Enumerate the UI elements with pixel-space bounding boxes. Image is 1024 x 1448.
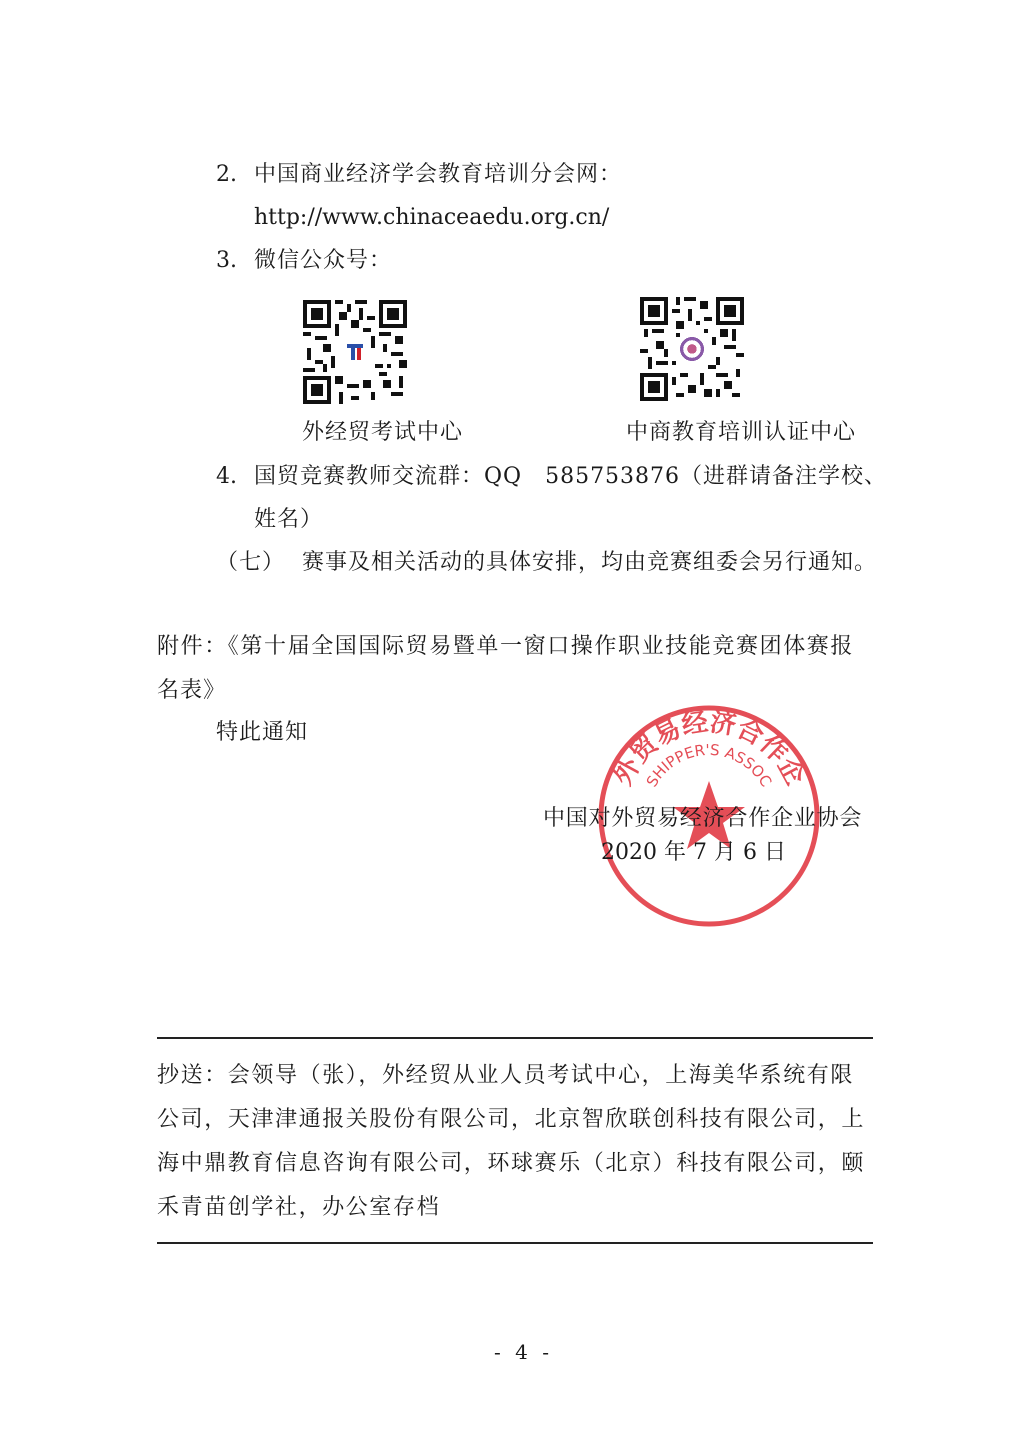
item-4-number: 4. (216, 464, 237, 489)
cc-line1: 抄送：会领导（张），外经贸从业人员考试中心，上海美华系统有限 (157, 1063, 855, 1088)
item-4-line2: 姓名） (254, 507, 324, 532)
page-number: - 4 - (494, 1340, 553, 1364)
qr-code-left (303, 300, 407, 404)
item-3-number: 3. (216, 248, 237, 273)
seal-chinese-text: 外贸易经济合作企 (607, 707, 811, 791)
qr-caption-left: 外经贸考试中心 (302, 420, 464, 445)
cc-line2: 公司，天津津通报关股份有限公司，北京智欣联创科技有限公司，上 (157, 1107, 866, 1132)
item-3-text: 微信公众号： (254, 248, 393, 273)
section-7-number: （七） (216, 550, 286, 575)
qr-code-right (640, 297, 744, 401)
item-4-line1: 国贸竞赛教师交流群：QQ 585753876（进群请备注学校、 (254, 464, 888, 489)
qr-caption-right: 中商教育培训认证中心 (626, 420, 857, 445)
website-url[interactable]: http://www.chinaceaedu.org.cn/ (254, 205, 610, 230)
attachment-line2: 名表》 (157, 678, 227, 703)
item-2-number: 2. (216, 162, 237, 187)
seal-english-text: SHIPPER'S ASSOC (642, 740, 776, 791)
item-2-text: 中国商业经济学会教育培训分会网： (254, 162, 623, 187)
attachment-line1: 附件：《第十届全国国际贸易暨单一窗口操作职业技能竞赛团体赛报 (157, 634, 855, 659)
cc-bottom-rule (157, 1242, 873, 1244)
section-7-text: 赛事及相关活动的具体安排，均由竞赛组委会另行通知。 (302, 550, 878, 575)
signature-date: 2020 年 7 月 6 日 (601, 840, 786, 865)
cc-top-rule (157, 1037, 873, 1039)
cc-line4: 禾青苗创学社，办公室存档 (157, 1195, 441, 1220)
signature-organization: 中国对外贸易经济合作企业协会 (543, 806, 863, 831)
cc-line3: 海中鼎教育信息咨询有限公司，环球赛乐（北京）科技有限公司，颐 (157, 1151, 866, 1176)
closing-text: 特此通知 (216, 720, 309, 745)
